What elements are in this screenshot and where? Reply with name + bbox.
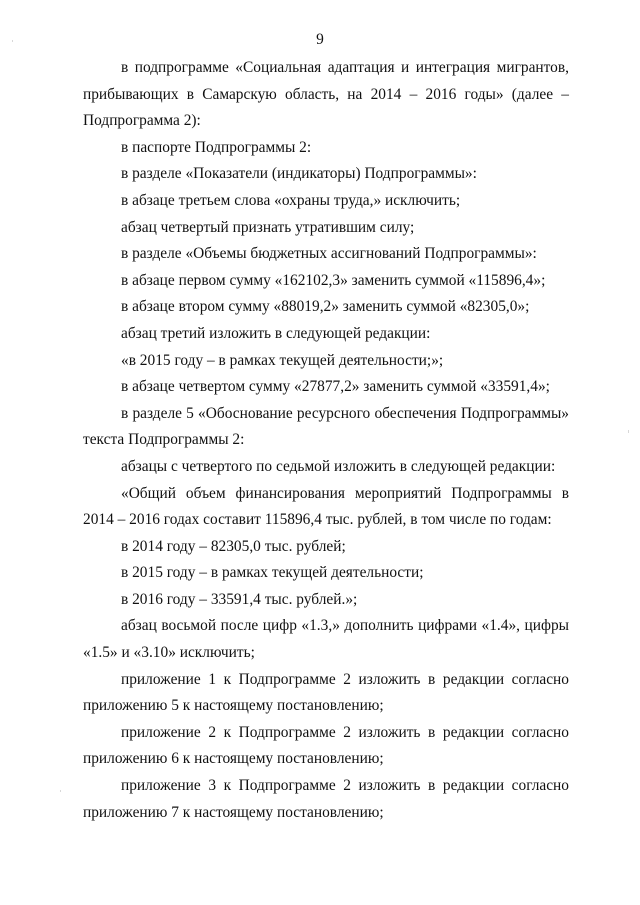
page-number: 9 [316, 31, 324, 48]
paragraph: приложение 1 к Подпрограмме 2 изложить в редакции согласно приложению 5 к настоящему постановлению; [83, 670, 569, 715]
paragraph: приложение 3 к Подпрограмме 2 изложить в редакции согласно приложению 7 к настоящему постановлению; [83, 777, 569, 821]
paragraph: приложение 2 к Подпрограмме 2 изложить в редакции согласно приложению 6 к настоящему постановлению; [83, 723, 569, 768]
scan-mark [60, 790, 61, 792]
paragraph: в разделе «Объемы бюджетных ассигнований Подпрограммы»: [121, 245, 537, 263]
paragraph: в разделе 5 «Обоснование ресурсного обеспечения Подпрограммы» текста Подпрограммы 2: [83, 404, 569, 449]
paragraph: «Общий объем финансирования мероприятий Подпрограммы в 2014 – 2016 годах составит 115896,4 тыс. рублей, в том числе по годам: [83, 484, 569, 529]
paragraph: в абзаце втором сумму «88019,2» заменить суммой «82305,0»; [121, 298, 530, 316]
paragraph: в абзаце четвертом сумму «27877,2» заменить суммой «33591,4»; [121, 378, 550, 396]
scan-mark [628, 430, 629, 433]
paragraph: «в 2015 году – в рамках текущей деятельности;»; [121, 351, 444, 369]
scan-mark [12, 40, 13, 42]
paragraph: абзац четвертый признать утратившим силу; [121, 218, 415, 236]
paragraph: в 2015 году – в рамках текущей деятельности; [121, 564, 424, 582]
document-body [83, 55, 569, 826]
paragraph: в разделе «Показатели (индикаторы) Подпрограммы»: [121, 165, 477, 183]
paragraph: абзацы с четвертого по седьмой изложить в следующей редакции: [121, 457, 556, 475]
paragraph: в абзаце первом сумму «162102,3» заменить суммой «115896,4»; [121, 271, 546, 289]
paragraph: абзац восьмой после цифр «1.3,» дополнить цифрами «1.4», цифры «1.5» и «3.10» исключить; [83, 617, 569, 662]
paragraph: в 2016 году – 33591,4 тыс. рублей.»; [121, 590, 358, 608]
paragraph: в подпрограмме «Социальная адаптация и интеграция мигрантов, прибывающих в Самарскую область, на 2014 – 2016 годы» (далее – Подпрограмма 2): [83, 59, 569, 130]
paragraph: абзац третий изложить в следующей редакции: [121, 324, 431, 342]
paragraph: в 2014 году – 82305,0 тыс. рублей; [121, 537, 346, 555]
paragraph: в абзаце третьем слова «охраны труда,» исключить; [121, 191, 461, 209]
paragraph: в паспорте Подпрограммы 2: [121, 138, 312, 156]
